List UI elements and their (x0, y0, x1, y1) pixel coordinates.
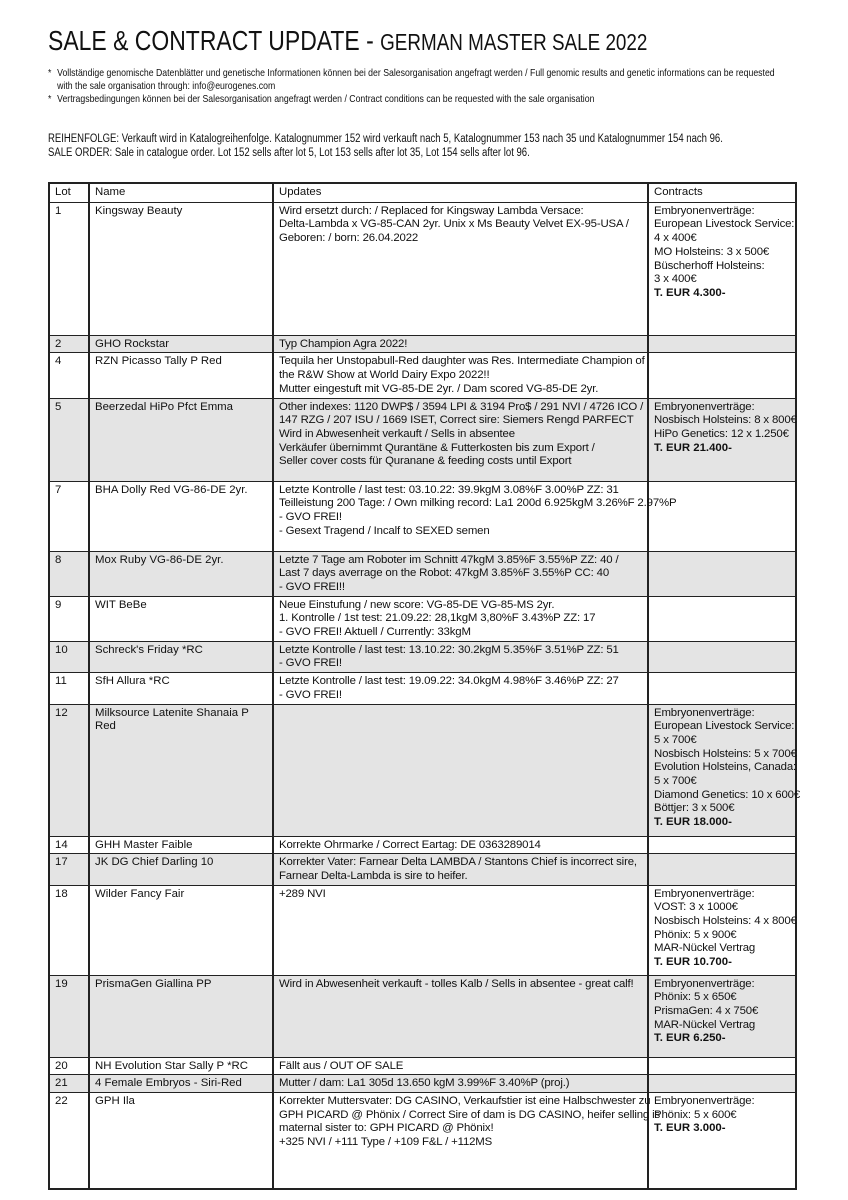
lot-cell: 22 (49, 1093, 89, 1189)
update-line: +289 NVI (279, 887, 326, 900)
contract-line: Embryonenverträge: (654, 977, 755, 990)
contracts-cell (648, 885, 796, 975)
update-line: Typ Champion Agra 2022! (279, 337, 408, 350)
lot-cell: 17 (49, 854, 89, 885)
title-main: SALE & CONTRACT UPDATE - (48, 25, 381, 56)
name-cell: SfH Allura *RC (89, 673, 273, 704)
lot-cell: 2 (49, 335, 89, 353)
update-line: Letzte Kontrolle / last test: 13.10.22: 30.2kgM 5.35%F 3.51%P ZZ: 51 (279, 643, 619, 656)
update-line: Last 7 days averrage on the Robot: 47kgM 3.85%F 3.55%P CC: 40 (279, 567, 610, 580)
contracts-cell (648, 641, 796, 672)
name-cell: RZN Picasso Tally P Red (89, 353, 273, 398)
contracts-cell (648, 1057, 796, 1075)
note-star: * (48, 67, 52, 79)
updates-cell (273, 1093, 661, 1189)
name-cell: PrismaGen Giallina PP (89, 975, 273, 1057)
table-header-row (49, 183, 796, 202)
update-line: Neue Einstufung / new score: VG-85-DE VG-85-MS 2yr. (279, 598, 555, 611)
table-row (49, 854, 796, 885)
contracts-cell (648, 836, 796, 854)
contracts-cell (648, 353, 796, 398)
updates-cell (273, 836, 648, 854)
lot-cell: 21 (49, 1075, 89, 1093)
contract-line: 5 x 700€ (654, 733, 697, 746)
lot-cell: 7 (49, 481, 89, 551)
update-line: GPH PICARD @ Phönix / Correct Sire of dam is DG CASINO, heifer selling is (279, 1108, 661, 1121)
name-cell: Milksource Latenite Shanaia P Red (89, 704, 273, 836)
update-line: Letzte Kontrolle / last test: 03.10.22: 39.9kgM 3.08%F 3.00%P ZZ: 31 (279, 483, 619, 496)
contract-line: Embryonenverträge: (654, 887, 755, 900)
lot-cell: 19 (49, 975, 89, 1057)
contract-line: Böttjer: 3 x 500€ (654, 802, 735, 815)
contracts-cell (648, 854, 796, 885)
updates-cell (273, 641, 648, 672)
contract-line: HiPo Genetics: 12 x 1.250€ (654, 427, 789, 440)
title-sub: GERMAN MASTER SALE 2022 (380, 29, 648, 55)
page-title (48, 25, 808, 61)
lot-cell: 5 (49, 398, 89, 481)
update-line: Seller cover costs für Quranane & feeding costs until Export (279, 455, 572, 468)
contract-line: 3 x 400€ (654, 273, 697, 286)
lot-cell: 11 (49, 673, 89, 704)
lot-cell: 1 (49, 202, 89, 335)
note-line: Vollständige genomische Datenblätter und genetische Informationen können bei der Salesorganisation angefragt werden / Full genomic results and genetic informations can be requested (57, 67, 775, 79)
update-line: 147 RZG / 207 ISU / 1669 ISET, Correct sire: Siemers Rengd PARFECT (279, 414, 634, 427)
note (48, 93, 847, 106)
name-cell: BHA Dolly Red VG-86-DE 2yr. (89, 481, 273, 551)
name-cell: GHH Master Faible (89, 836, 273, 854)
contract-total: T. EUR 21.400- (654, 441, 732, 454)
contract-line: Phönix: 5 x 650€ (654, 991, 737, 1004)
name-cell: NH Evolution Star Sally P *RC (89, 1057, 273, 1075)
header-lot: Lot (49, 183, 89, 202)
update-line: +325 NVI / +111 Type / +109 F&L / +112MS (279, 1136, 493, 1149)
header-contracts: Contracts (648, 183, 796, 202)
name-cell: WIT BeBe (89, 596, 273, 641)
lot-cell: 14 (49, 836, 89, 854)
contracts-cell (648, 596, 796, 641)
update-line: Delta-Lambda x VG-85-CAN 2yr. Unix x Ms Beauty Velvet EX-95-USA / (279, 218, 629, 231)
table-row (49, 641, 796, 672)
contract-total: T. EUR 3.000- (654, 1122, 726, 1135)
updates-cell (273, 353, 648, 398)
contract-line: Evolution Holsteins, Canada: (654, 761, 797, 774)
table-row (49, 704, 796, 836)
update-line: Korrekte Ohrmarke / Correct Eartag: DE 0363289014 (279, 838, 541, 851)
lot-cell: 4 (49, 353, 89, 398)
lot-cell: 12 (49, 704, 89, 836)
contract-total: T. EUR 6.250- (654, 1032, 726, 1045)
contract-line: European Livestock Service: (654, 218, 795, 231)
update-line: maternal sister to: GPH PICARD @ Phönix! (279, 1122, 494, 1135)
lot-cell: 18 (49, 885, 89, 975)
contract-line: Nosbisch Holsteins: 4 x 800€ (654, 915, 797, 928)
name-cell: Wilder Fancy Fair (89, 885, 273, 975)
sale-order-de: REIHENFOLGE: Verkauft wird in Katalogreihenfolge. Katalognummer 152 wird verkauft nach 5, Katalognummer 153 nach 35 und Katalognummer 154 nach 96. (48, 133, 723, 145)
table-row (49, 596, 796, 641)
table-row (49, 1093, 796, 1189)
contract-line: MAR-Nückel Vertrag (654, 1018, 756, 1031)
name-cell: GHO Rockstar (89, 335, 273, 353)
updates-cell (273, 1075, 648, 1093)
update-line: Tequila her Unstopabull-Red daughter was Res. Intermediate Champion of (279, 355, 645, 368)
contracts-cell (648, 202, 796, 335)
contract-line: 4 x 400€ (654, 232, 697, 245)
update-line: Fällt aus / OUT OF SALE (279, 1059, 404, 1072)
update-line: Letzte 7 Tage am Roboter im Schnitt 47kgM 3.85%F 3.55%P ZZ: 40 / (279, 553, 619, 566)
sale-order (48, 133, 848, 160)
updates-cell (273, 551, 648, 596)
update-line: Verkäufer übernimmt Qurantäne & Futterkosten bis zum Export / (279, 441, 595, 454)
contract-line: Phönix: 5 x 900€ (654, 928, 737, 941)
updates-cell (273, 202, 648, 335)
table-row (49, 481, 796, 551)
contracts-cell (648, 975, 796, 1057)
name-cell: Kingsway Beauty (89, 202, 273, 335)
update-line: - GVO FREI!! (279, 580, 345, 593)
updates-cell (273, 1057, 648, 1075)
table-row (49, 1057, 796, 1075)
lot-cell: 8 (49, 551, 89, 596)
updates-cell (273, 854, 648, 885)
name-cell: GPH Ila (89, 1093, 273, 1189)
contract-line: Embryonenverträge: (654, 1095, 755, 1108)
contract-total: T. EUR 10.700- (654, 956, 732, 969)
name-cell: Beerzedal HiPo Pfct Emma (89, 398, 273, 481)
update-line: Wird in Abwesenheit verkauft - tolles Kalb / Sells in absentee - great calf! (279, 977, 634, 990)
contracts-cell (648, 704, 801, 836)
update-line: Korrekter Vater: Farnear Delta LAMBDA / Stantons Chief is incorrect sire, (279, 856, 637, 869)
table-row (49, 202, 796, 335)
contracts-cell (648, 673, 796, 704)
update-line: the R&W Show at World Dairy Expo 2022!! (279, 369, 490, 382)
contract-line: PrismaGen: 4 x 750€ (654, 1005, 759, 1018)
updates-cell (273, 975, 648, 1057)
contract-line: Phönix: 5 x 600€ (654, 1108, 737, 1121)
contract-line: VOST: 3 x 1000€ (654, 901, 738, 914)
contract-line: 5 x 700€ (654, 775, 697, 788)
note (48, 67, 847, 93)
updates-cell (273, 704, 648, 836)
update-line: Letzte Kontrolle / last test: 19.09.22: 34.0kgM 4.98%F 3.46%P ZZ: 27 (279, 675, 619, 688)
contract-line: Embryonenverträge: (654, 706, 755, 719)
name-cell: Mox Ruby VG-86-DE 2yr. (89, 551, 273, 596)
contract-line: Nosbisch Holsteins: 8 x 800€ (654, 414, 797, 427)
contract-line: Embryonenverträge: (654, 400, 755, 413)
contracts-cell (648, 335, 796, 353)
contract-line: European Livestock Service: (654, 720, 795, 733)
contract-line: Büscherhoff Holsteins: (654, 259, 765, 272)
updates-cell (273, 596, 648, 641)
contracts-cell (648, 481, 796, 551)
update-line: Geboren: / born: 26.04.2022 (279, 232, 419, 245)
update-line: Korrekter Muttersvater: DG CASINO, Verkaufstier ist eine Halbschwester zu (279, 1095, 651, 1108)
updates-cell (273, 398, 648, 481)
name-cell: 4 Female Embryos - Siri-Red (89, 1075, 273, 1093)
table-row (49, 885, 796, 975)
contract-line: MO Holsteins: 3 x 500€ (654, 245, 770, 258)
notes (48, 67, 838, 106)
update-line: - GVO FREI! (279, 688, 342, 701)
update-line: - GVO FREI! (279, 510, 342, 523)
name-cell: JK DG Chief Darling 10 (89, 854, 273, 885)
contracts-cell (648, 398, 796, 481)
update-line: Mutter eingestuft mit VG-85-DE 2yr. / Dam scored VG-85-DE 2yr. (279, 382, 599, 395)
update-line: Wird in Abwesenheit verkauft / Sells in absentee (279, 427, 515, 440)
updates-cell (273, 885, 648, 975)
update-line: - GVO FREI! Aktuell / Currently: 33kgM (279, 626, 471, 639)
contract-total: T. EUR 18.000- (654, 816, 732, 829)
table-row (49, 836, 796, 854)
table-row (49, 551, 796, 596)
contracts-cell (648, 1075, 796, 1093)
table-row (49, 353, 796, 398)
lot-cell: 10 (49, 641, 89, 672)
updates-cell (273, 673, 648, 704)
update-line: - GVO FREI! (279, 657, 342, 670)
table-row (49, 975, 796, 1057)
updates-table (48, 182, 801, 1190)
update-line: Wird ersetzt durch: / Replaced for Kingsway Lambda Versace: (279, 204, 584, 217)
table-row (49, 398, 796, 481)
header-updates: Updates (273, 183, 648, 202)
update-line: 1. Kontrolle / 1st test: 21.09.22: 28,1kgM 3,80%F 3.43%P ZZ: 17 (279, 612, 596, 625)
note-star: * (48, 93, 52, 105)
header-name: Name (89, 183, 273, 202)
table-row (49, 1075, 796, 1093)
note-line: Vertragsbedingungen können bei der Salesorganisation angefragt werden / Contract conditions can be requested with the sale organisation (57, 93, 595, 105)
update-line: Other indexes: 1120 DWP$ / 3594 LPI & 3194 Pro$ / 291 NVI / 4726 ICO / (279, 400, 644, 413)
updates-cell (273, 481, 677, 551)
lot-cell: 20 (49, 1057, 89, 1075)
contract-total: T. EUR 4.300- (654, 286, 726, 299)
contracts-cell (648, 551, 796, 596)
update-line: Mutter / dam: La1 305d 13.650 kgM 3.99%F 3.40%P (proj.) (279, 1077, 570, 1090)
contract-line: Nosbisch Holsteins: 5 x 700€ (654, 747, 797, 760)
name-cell: Schreck's Friday *RC (89, 641, 273, 672)
table-row (49, 673, 796, 704)
note-line: with the sale organisation through: info@eurogenes.com (57, 80, 276, 92)
lot-cell: 9 (49, 596, 89, 641)
update-line: Teilleistung 200 Tage: / Own milking record: La1 200d 6.925kgM 3.26%F 2.97%P (279, 497, 677, 510)
update-line: Farnear Delta-Lambda is sire to heifer. (279, 869, 468, 882)
contracts-cell (648, 1093, 796, 1189)
contract-line: Diamond Genetics: 10 x 600€ (654, 788, 801, 801)
contract-line: Embryonenverträge: (654, 204, 755, 217)
contract-line: MAR-Nückel Vertrag (654, 942, 756, 955)
sale-order-en: SALE ORDER: Sale in catalogue order. Lot 152 sells after lot 5, Lot 153 sells after lot 35, Lot 154 sells after lot 96. (48, 146, 530, 159)
update-line: - Gesext Tragend / Incalf to SEXED semen (279, 524, 490, 537)
table-row (49, 335, 796, 353)
updates-cell (273, 335, 648, 353)
